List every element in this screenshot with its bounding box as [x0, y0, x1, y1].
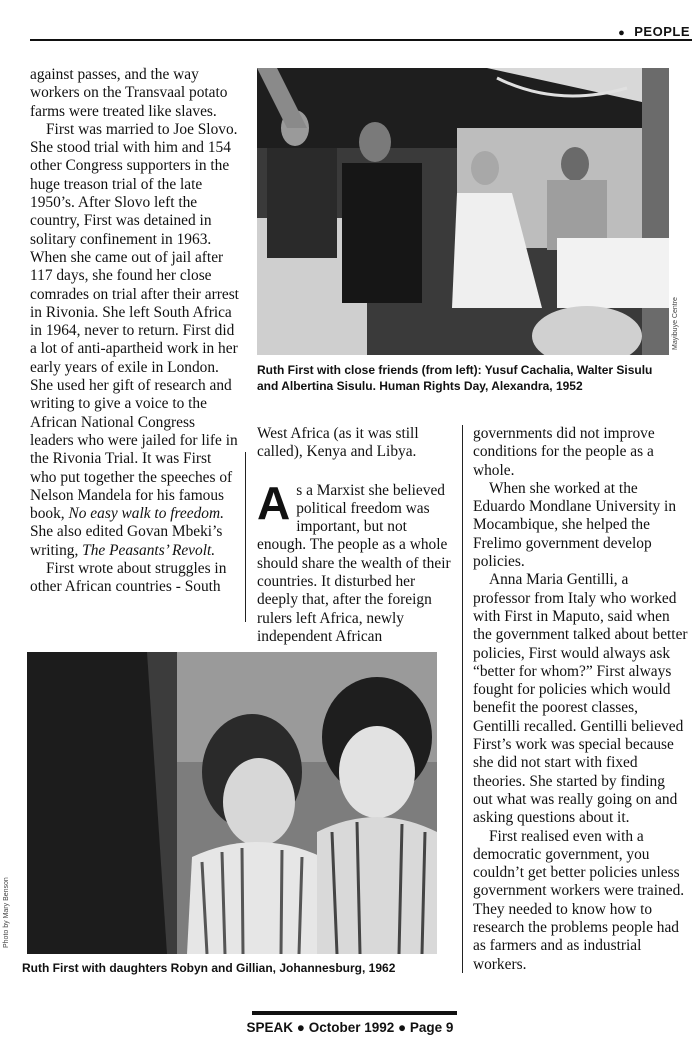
- photo-credit: Photo by Mary Benson: [3, 877, 10, 948]
- paragraph: against passes, and the way workers on the Transvaal potato farms were treated like slaves.: [30, 66, 228, 120]
- photo-daughters-1962: [27, 652, 437, 954]
- photo-friends-image: [257, 68, 669, 355]
- paragraph: governments did not improve conditions for the people as a whole.: [473, 425, 655, 479]
- header-rule: [30, 39, 692, 41]
- photo-friends-1952: [257, 68, 669, 355]
- paragraph-text: She also edited Govan Mbeki’s writing,: [30, 523, 223, 559]
- section-label: [618, 24, 690, 39]
- paragraph-text: First was married to Joe Slovo. She stood trial with him and 154 other Congress supporters in the huge treason trial of the late 1950’s. After Slovo left the country, First was detained in solitary confinement in 1963. When she came out of jail after 117 days, she found her close comrades on trial after their arrest in Rivonia. She left South Africa in 1964, never to return. First did a lot of anti-apartheid work in her early years of exile in London. She used her gift of research and writing to give a voice to the African National Congress leaders who were jailed for life in the Rivonia Trial. It was First who put together the speeches of Nelson Mandela for his famous book,: [30, 120, 239, 523]
- book-title: The Peasants’ Revolt.: [82, 541, 216, 559]
- paragraph: First realised even with a democratic government, you couldn’t get better policies unless government workers were trained. They needed to know how to research the problems people had as farmers and as industrial workers.: [473, 827, 685, 973]
- paragraph-text: s a Marxist she believed political freedom was important, but not enough. The people as a whole should share the wealth of their countries. It disturbed her deeply that, after the foreign rulers left Africa, newly independent African: [257, 481, 451, 645]
- header-bullet: ●: [618, 27, 626, 39]
- footer-rule: [252, 1011, 457, 1015]
- drop-cap: A: [257, 476, 291, 529]
- article-column-2: [257, 425, 455, 646]
- book-title: No easy walk to freedom.: [68, 505, 224, 523]
- photo-daughters-image: [27, 652, 437, 954]
- paragraph: [257, 476, 455, 647]
- page-footer: SPEAK ● October 1992 ● Page 9: [246, 1020, 454, 1035]
- paragraph: [30, 121, 240, 560]
- paragraph: First wrote about struggles in other African countries - South: [30, 560, 227, 596]
- section-title: PEOPLE: [634, 24, 690, 39]
- paragraph: West Africa (as it was still called), Kenya and Libya.: [257, 425, 419, 461]
- paragraph: Anna Maria Gentilli, a professor from Italy who worked with First in Maputo, said when the government talked about better policies, First would always ask “better for whom?” First always fought for policies which would benefit the poorest classes, Gentilli recalled. Gentilli believed First’s work was special because she did not start with fixed theories. She started by finding out what was really going on and asking questions about it.: [473, 571, 688, 827]
- article-column-3: [473, 425, 688, 974]
- column-rule: [462, 425, 463, 973]
- paragraph: When she worked at the Eduardo Mondlane University in Mocambique, she helped the Frelimo government develop policies.: [473, 479, 677, 571]
- article-column-1: [30, 66, 240, 597]
- column-rule: [245, 452, 246, 622]
- photo-credit: Mayibuye Centre: [672, 297, 679, 350]
- photo-caption: Ruth First with close friends (from left): Yusuf Cachalia, Walter Sisulu and Albertina Sisulu. Human Rights Day, Alexandra, 1952: [257, 363, 653, 393]
- photo-caption: Ruth First with daughters Robyn and Gillian, Johannesburg, 1962: [22, 961, 396, 975]
